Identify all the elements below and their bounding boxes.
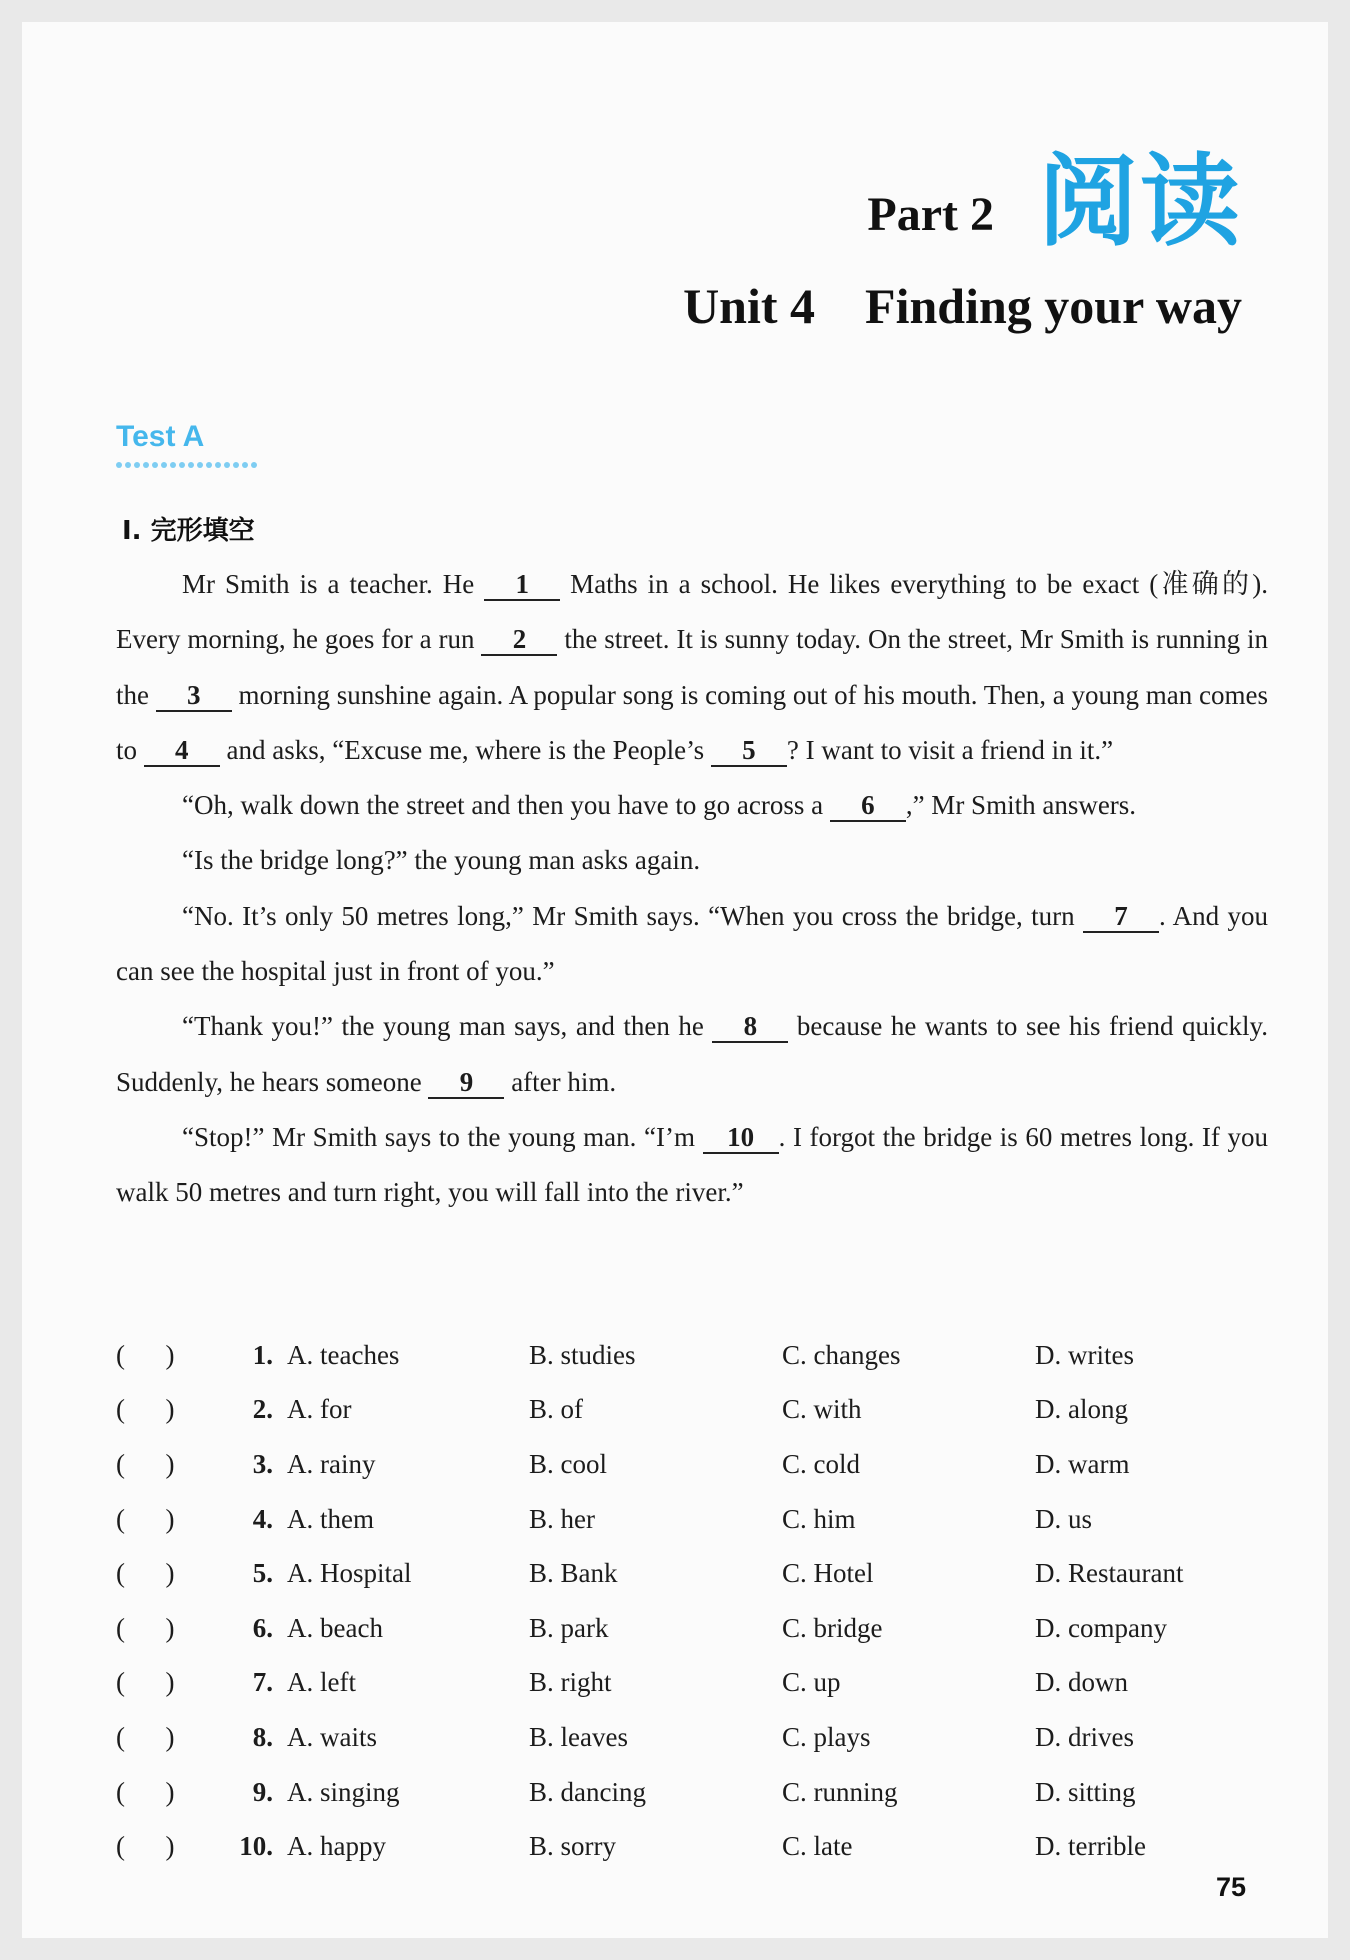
option-c: C. Hotel — [782, 1558, 874, 1589]
question-number: 10. — [239, 1831, 273, 1862]
passage-paragraph: “Is the bridge long?” the young man asks again. — [182, 845, 701, 876]
question-row — [116, 1383, 1276, 1438]
question-number: 8. — [252, 1721, 273, 1752]
unit-heading — [683, 277, 1242, 335]
answer-slot[interactable]: ( ) — [116, 1558, 175, 1589]
option-b: B. studies — [529, 1339, 636, 1370]
option-c: C. plays — [782, 1721, 871, 1752]
passage-paragraph: “No. It’s only 50 metres long,” Mr Smith says. “When you cross the bridge, turn 7 . And you can see the hospital just in front of you.” — [116, 900, 1268, 987]
option-a: A. singing — [287, 1776, 400, 1807]
option-c: C. late — [782, 1831, 853, 1862]
question-number: 4. — [252, 1503, 273, 1534]
test-title: Test A — [116, 420, 205, 453]
question-number: 1. — [252, 1339, 273, 1370]
blank-6: 6 — [830, 790, 906, 822]
answer-slot[interactable]: ( ) — [116, 1339, 175, 1370]
part-label: Part 2 — [867, 188, 994, 241]
question-row — [116, 1601, 1276, 1656]
question-number: 2. — [252, 1394, 273, 1425]
option-b: B. right — [529, 1667, 612, 1698]
option-a: A. them — [287, 1503, 374, 1534]
option-a: A. left — [287, 1667, 356, 1698]
option-d: D. us — [1035, 1503, 1093, 1534]
option-b: B. sorry — [529, 1831, 616, 1862]
page-number: 75 — [1215, 1872, 1246, 1902]
option-b: B. her — [529, 1503, 595, 1534]
passage-paragraph: “Thank you!” the young man says, and then he 8 because he wants to see his friend quickly. Suddenly, he hears someone 9 after him. — [116, 1011, 1268, 1097]
answer-slot[interactable]: ( ) — [116, 1612, 175, 1643]
blank-4: 4 — [144, 735, 220, 767]
unit-number: Unit 4 — [683, 278, 816, 334]
blank-3: 3 — [156, 680, 232, 712]
option-c: C. bridge — [782, 1612, 883, 1643]
passage-paragraph: “Oh, walk down the street and then you have to go across a 6 ,” Mr Smith answers. — [182, 790, 1137, 821]
option-c: C. cold — [782, 1448, 860, 1479]
question-row — [116, 1328, 1276, 1383]
part-chinese-title: 阅读 — [1038, 143, 1242, 260]
option-c: C. him — [782, 1503, 856, 1534]
answer-slot[interactable]: ( ) — [116, 1721, 175, 1752]
option-a: A. for — [287, 1394, 352, 1425]
blank-9: 9 — [428, 1067, 504, 1099]
question-number: 6. — [252, 1612, 273, 1643]
option-d: D. along — [1035, 1394, 1128, 1425]
option-d: D. terrible — [1035, 1831, 1146, 1862]
answer-slot[interactable]: ( ) — [116, 1394, 175, 1425]
blank-10: 10 — [703, 1122, 779, 1154]
question-number: 3. — [252, 1448, 273, 1479]
question-row — [116, 1765, 1276, 1820]
option-a: A. waits — [287, 1721, 377, 1752]
option-d: D. down — [1035, 1667, 1128, 1698]
option-b: B. dancing — [529, 1776, 646, 1807]
option-d: D. sitting — [1035, 1776, 1136, 1807]
option-d: D. Restaurant — [1035, 1558, 1184, 1589]
option-d: D. warm — [1035, 1448, 1130, 1479]
question-number: 9. — [252, 1776, 273, 1807]
option-c: C. up — [782, 1667, 841, 1698]
part-heading — [867, 143, 1242, 260]
passage-paragraph: “Stop!” Mr Smith says to the young man. “I’m 10 . I forgot the bridge is 60 metres long. If you walk 50 metres and turn right, you will fall into the river.” — [116, 1121, 1268, 1208]
question-list — [116, 1328, 1276, 1874]
answer-slot[interactable]: ( ) — [116, 1503, 175, 1534]
dotted-underline — [116, 462, 257, 468]
option-d: D. writes — [1035, 1339, 1134, 1370]
answer-slot[interactable]: ( ) — [116, 1667, 175, 1698]
option-c: C. changes — [782, 1339, 901, 1370]
option-a: A. teaches — [287, 1339, 400, 1370]
question-row — [116, 1492, 1276, 1547]
section-title: Ⅰ. 完形填空 — [122, 516, 255, 546]
question-number: 7. — [252, 1667, 273, 1698]
option-a: A. happy — [287, 1831, 386, 1862]
option-a: A. beach — [287, 1612, 383, 1643]
option-a: A. rainy — [287, 1448, 376, 1479]
blank-5: 5 — [711, 735, 787, 767]
option-b: B. of — [529, 1394, 583, 1425]
option-b: B. park — [529, 1612, 609, 1643]
blank-2: 2 — [481, 624, 557, 656]
question-row — [116, 1437, 1276, 1492]
option-b: B. Bank — [529, 1558, 618, 1589]
option-c: C. with — [782, 1394, 862, 1425]
cloze-passage — [116, 557, 1268, 1221]
question-row — [116, 1546, 1276, 1601]
blank-8: 8 — [712, 1011, 788, 1043]
blank-7: 7 — [1083, 901, 1159, 933]
blank-1: 1 — [484, 569, 560, 601]
passage-paragraph: Mr Smith is a teacher. He 1 Maths in a school. He likes everything to be exact (准确的). Every morning, he goes for a run 2 the street. It is sunny today. On the street, Mr Smith is running in the 3 morning sunshine again. A popular song is coming out of his mouth. Then, a young man comes to 4 and asks, “Excuse me, where is the People’s 5 ? I want to visit a friend in it.” — [116, 569, 1269, 765]
answer-slot[interactable]: ( ) — [116, 1831, 175, 1862]
question-row — [116, 1710, 1276, 1765]
question-row — [116, 1819, 1276, 1874]
option-d: D. drives — [1035, 1721, 1134, 1752]
answer-slot[interactable]: ( ) — [116, 1448, 175, 1479]
answer-slot[interactable]: ( ) — [116, 1776, 175, 1807]
option-b: B. cool — [529, 1448, 607, 1479]
page — [22, 22, 1328, 1938]
question-row — [116, 1656, 1276, 1711]
question-number: 5. — [252, 1558, 273, 1589]
option-d: D. company — [1035, 1612, 1167, 1643]
option-a: A. Hospital — [287, 1558, 412, 1589]
unit-title: Finding your way — [865, 278, 1242, 334]
option-c: C. running — [782, 1776, 898, 1807]
option-b: B. leaves — [529, 1721, 628, 1752]
